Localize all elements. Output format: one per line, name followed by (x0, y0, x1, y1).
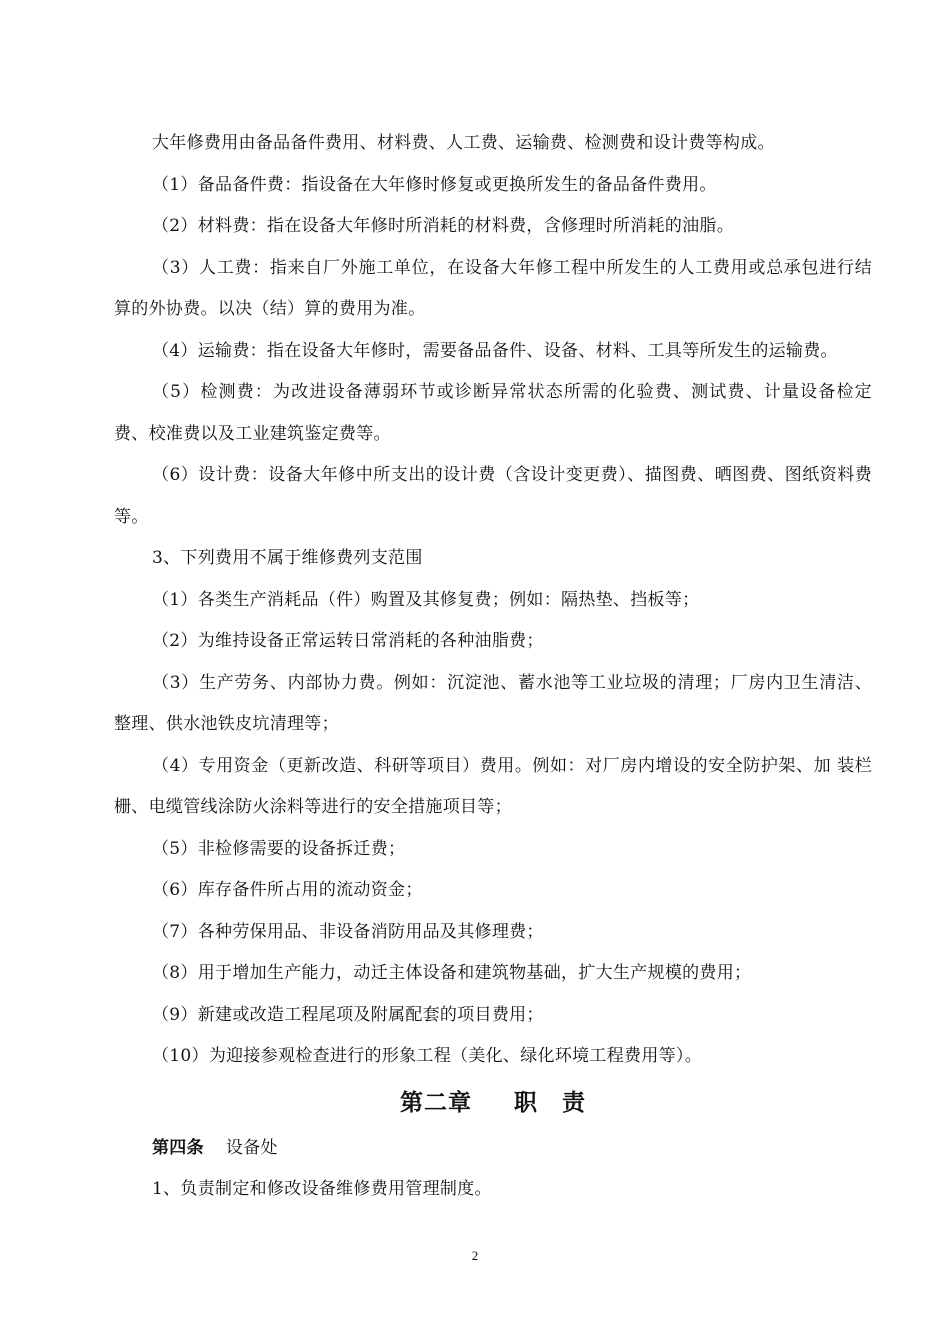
paragraph: （6）库存备件所占用的流动资金； (152, 880, 423, 900)
paragraph: （1）备品备件费：指设备在大年修时修复或更换所发生的备品备件费用。 (152, 174, 717, 195)
paragraph: （4）运输费：指在设备大年修时，需要备品备件、设备、材料、工具等所发生的运输费。 (152, 340, 838, 361)
chapter-heading (114, 1078, 872, 1128)
chapter-title: 职 责 (514, 1089, 586, 1116)
article-heading (114, 1128, 872, 1170)
page-number: 2 (471, 1248, 479, 1263)
paragraph: （5）检测费：为改进设备薄弱环节或诊断异常状态所需的化验费、测试费、计量设备检定费、校准费以及工业建筑鉴定费等。 (114, 382, 872, 444)
paragraph: 1、负责制定和修改设备维修费用管理制度。 (152, 1179, 492, 1199)
paragraph: （4）专用资金（更新改造、科研等项目）费用。例如：对厂房内增设的安全防护架、加 装栏栅、电缆管线涂防火涂料等进行的安全措施项目等； (114, 755, 872, 817)
paragraph: （9）新建或改造工程尾项及附属配套的项目费用； (152, 1004, 544, 1025)
paragraph: （3）人工费：指来自厂外施工单位，在设备大年修工程中所发生的人工费用或总承包进行结算的外协费。以决（结）算的费用为准。 (114, 257, 872, 319)
paragraph: （6）设计费：设备大年修中所支出的设计费（含设计变更费）、描图费、晒图费、图纸资料费等。 (114, 465, 872, 527)
body-paragraphs (114, 123, 872, 1078)
article-title: 设备处 (225, 1137, 278, 1158)
chapter-number: 第二章 (400, 1089, 472, 1116)
paragraph: （7）各种劳保用品、非设备消防用品及其修理费； (152, 921, 544, 942)
article-label: 第四条 (152, 1137, 204, 1158)
section-paragraphs (114, 1169, 872, 1211)
page-content (114, 123, 872, 1211)
paragraph: 3、下列费用不属于维修费列支范围 (152, 548, 423, 568)
paragraph: （8）用于增加生产能力，动迁主体设备和建筑物基础，扩大生产规模的费用； (152, 963, 752, 983)
paragraph: （2）材料费：指在设备大年修时所消耗的材料费，含修理时所消耗的油脂。 (152, 216, 735, 236)
paragraph: （3）生产劳务、内部协力费。例如：沉淀池、蓄水池等工业垃圾的清理；厂房内卫生清洁、整理、供水池铁皮坑清理等； (114, 672, 872, 734)
paragraph: 大年修费用由备品备件费用、材料费、人工费、运输费、检测费和设计费等构成。 (152, 133, 775, 153)
paragraph: （2）为维持设备正常运转日常消耗的各种油脂费； (152, 631, 544, 651)
paragraph: （10）为迎接参观检查进行的形象工程（美化、绿化环境工程费用等）。 (152, 1046, 703, 1066)
paragraph: （5）非检修需要的设备拆迁费； (152, 838, 406, 859)
paragraph: （1）各类生产消耗品（件）购置及其修复费；例如：隔热垫、挡板等； (152, 589, 700, 610)
